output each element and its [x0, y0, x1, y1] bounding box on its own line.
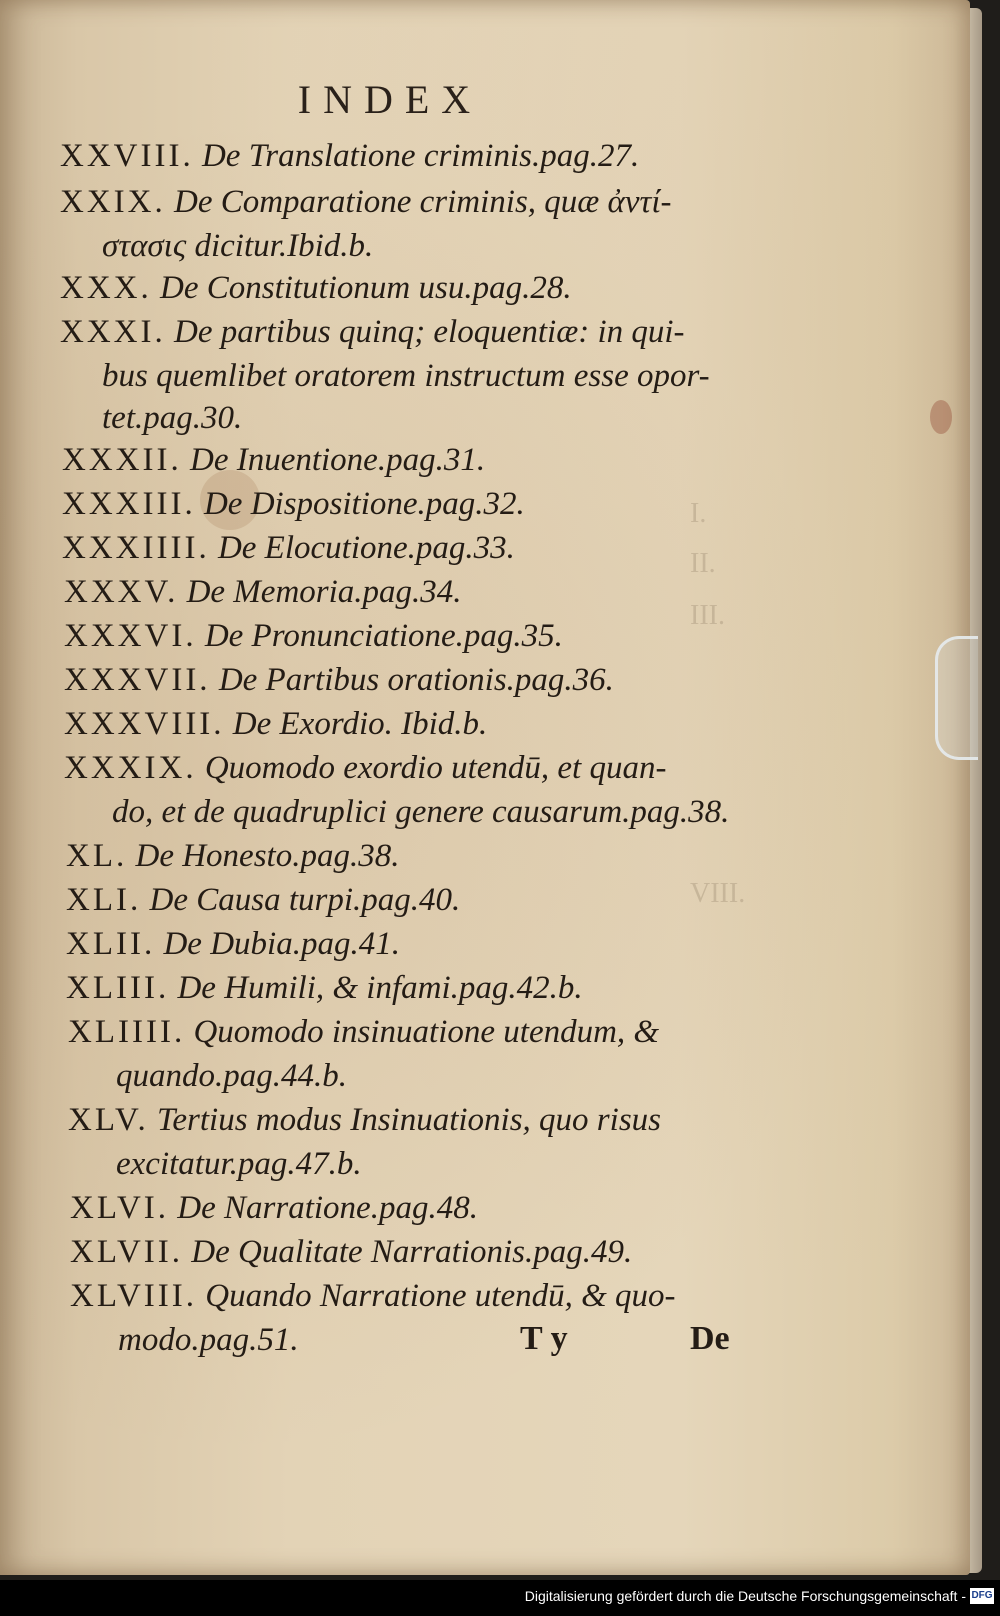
digitization-footer — [0, 1580, 1000, 1616]
entry-title: Quomodo exordio utendū, et quan- — [204, 750, 667, 786]
entry-title: Quomodo insinuatione utendum, & — [193, 1014, 660, 1050]
entry-number: XLIII. — [66, 970, 170, 1006]
entry-continuation: bus quemlibet oratorem instructum esse opor- — [102, 358, 710, 394]
entry-title: De Honesto.pag.38. — [135, 838, 400, 874]
index-entry — [66, 836, 399, 876]
entry-title: De Pronunciatione.pag.35. — [204, 618, 563, 654]
signature-mark: T y — [520, 1320, 568, 1357]
index-entry — [66, 880, 460, 920]
entry-title: De partibus quinq; eloquentiæ: in qui- — [173, 314, 685, 350]
index-entry — [68, 1100, 661, 1140]
index-entry — [70, 1188, 478, 1228]
index-entry — [70, 1276, 676, 1316]
index-entry — [64, 704, 487, 744]
entry-continuation: excitatur.pag.47.b. — [116, 1146, 362, 1182]
index-entry — [62, 484, 525, 524]
entry-continuation: do, et de quadruplici genere causarum.pag.38. — [112, 794, 730, 830]
entry-number: XXX. — [60, 270, 152, 306]
entry-number: XLII. — [66, 926, 156, 962]
entry-title: De Elocutione.pag.33. — [217, 530, 515, 566]
entry-title: De Comparatione criminis, quæ ἀντί- — [173, 184, 672, 220]
entry-number: XLVII. — [70, 1234, 184, 1270]
index-entry — [64, 660, 614, 700]
entry-title: De Inuentione.pag.31. — [189, 442, 486, 478]
entry-number: XL. — [66, 838, 128, 874]
entry-number: XLIIII. — [68, 1014, 186, 1050]
entry-number: XXIX. — [60, 184, 166, 220]
entry-number: XLVIII. — [70, 1278, 198, 1314]
entry-number: XLV. — [68, 1102, 149, 1138]
entry-number: XXXII. — [62, 442, 182, 478]
entry-title: De Memoria.pag.34. — [186, 574, 462, 610]
entry-title: De Dubia.pag.41. — [163, 926, 400, 962]
page-header: INDEX — [297, 77, 483, 122]
index-entry — [68, 1012, 659, 1052]
entry-title: De Causa turpi.pag.40. — [149, 882, 461, 918]
index-entry — [66, 968, 583, 1008]
index-entry — [64, 572, 462, 612]
index-entry — [60, 312, 685, 352]
bleed-through-text: III. — [690, 600, 725, 631]
entry-title: De Qualitate Narrationis.pag.49. — [191, 1234, 633, 1270]
bleed-through-text: I. — [690, 498, 707, 529]
index-entry — [66, 924, 400, 964]
catchword: De — [690, 1320, 730, 1357]
page-clip — [935, 636, 978, 760]
entry-continuation: tet.pag.30. — [102, 400, 243, 436]
entry-continuation: quando.pag.44.b. — [116, 1058, 347, 1094]
entry-title: De Exordio. Ibid.b. — [232, 706, 488, 742]
index-entry — [60, 136, 639, 176]
index-entry — [64, 748, 666, 788]
bleed-through-text: VIII. — [690, 878, 746, 909]
index-entry — [60, 182, 672, 222]
entry-number: XXXV. — [64, 574, 179, 610]
bleed-through-text: II. — [690, 548, 716, 579]
entry-title: De Dispositione.pag.32. — [203, 486, 525, 522]
entry-title: De Partibus orationis.pag.36. — [218, 662, 614, 698]
entry-number: XXXVII. — [64, 662, 211, 698]
entry-continuation: modo.pag.51. — [118, 1322, 299, 1358]
entry-number: XXXVIII. — [64, 706, 225, 742]
entry-number: XXXI. — [60, 314, 166, 350]
entry-title: De Translatione criminis.pag.27. — [201, 138, 640, 174]
entry-number: XLVI. — [70, 1190, 170, 1226]
entry-number: XXXIX. — [64, 750, 197, 786]
index-entry — [62, 528, 515, 568]
stain — [930, 400, 952, 434]
index-entry — [62, 440, 485, 480]
footer-text: Digitalisierung gefördert durch die Deutsche Forschungsgemeinschaft - — [524, 1588, 966, 1604]
entry-title: De Narratione.pag.48. — [177, 1190, 478, 1226]
entry-number: XLI. — [66, 882, 142, 918]
entry-title: De Constitutionum usu.pag.28. — [160, 270, 572, 306]
index-entry — [70, 1232, 632, 1272]
index-entry — [64, 616, 563, 656]
entry-number: XXXIIII. — [62, 530, 210, 566]
entry-number: XXXVI. — [64, 618, 197, 654]
entry-title: Tertius modus Insinuationis, quo risus — [157, 1102, 662, 1138]
entry-title: De Humili, & infami.pag.42.b. — [177, 970, 583, 1006]
dfg-logo: DFG — [970, 1588, 994, 1604]
index-entry — [60, 268, 572, 308]
entry-number: XXXIII. — [62, 486, 196, 522]
entry-number: XXVIII. — [60, 138, 194, 174]
entry-continuation: στασις dicitur.Ibid.b. — [102, 228, 374, 264]
entry-title: Quando Narratione utendū, & quo- — [205, 1278, 676, 1314]
